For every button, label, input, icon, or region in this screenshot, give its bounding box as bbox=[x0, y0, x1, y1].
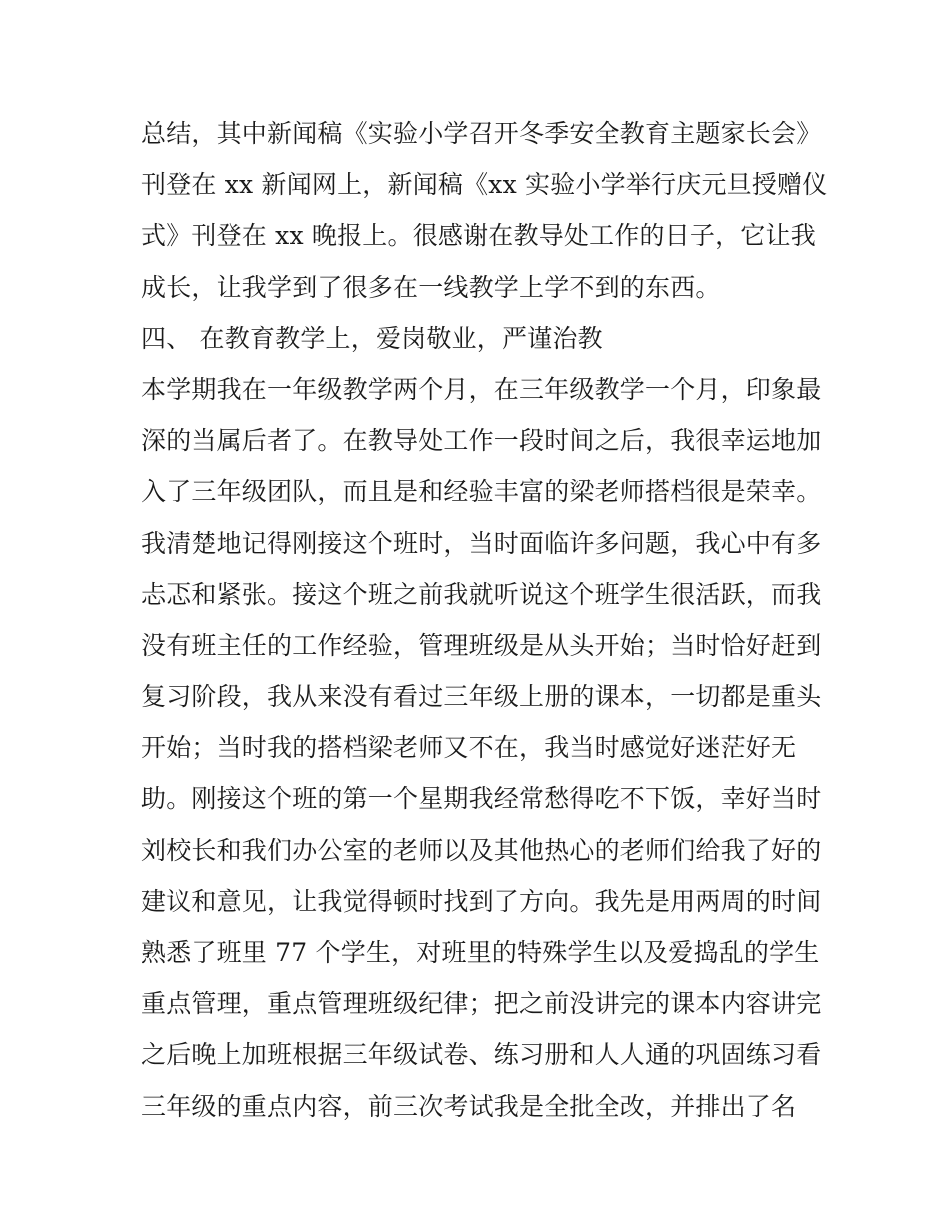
text-line: 之后晚上加班根据三年级试卷、练习册和人人通的巩固练习看 bbox=[141, 1040, 822, 1070]
text-line: 助。刚接这个班的第一个星期我经常愁得吃不下饭，幸好当时 bbox=[141, 784, 822, 814]
text-line: 式》刊登在 xx 晚报上。很感谢在教导处工作的日子，它让我 bbox=[141, 221, 816, 251]
text-line: 三年级的重点内容，前三次考试我是全批全改，并排出了名 bbox=[141, 1091, 797, 1121]
text-line: 本学期我在一年级教学两个月，在三年级教学一个月，印象最 bbox=[141, 374, 822, 404]
text-line: 没有班主任的工作经验，管理班级是从头开始；当时恰好赶到 bbox=[141, 630, 822, 660]
text-line: 开始；当时我的搭档梁老师又不在，我当时感觉好迷茫好无 bbox=[141, 733, 797, 763]
text-line: 刊登在 xx 新闻网上，新闻稿《xx 实验小学举行庆元旦授赠仪 bbox=[141, 170, 828, 200]
text-line: 深的当属后者了。在教导处工作一段时间之后，我很幸运地加 bbox=[141, 426, 822, 456]
body-text bbox=[141, 108, 831, 1132]
text-line: 成长，让我学到了很多在一线教学上学不到的东西。 bbox=[141, 272, 721, 302]
text-line: 我清楚地记得刚接这个班时，当时面临许多问题，我心中有多 bbox=[141, 528, 822, 558]
text-line: 建议和意见，让我觉得顿时找到了方向。我先是用两周的时间 bbox=[141, 886, 822, 916]
text-line: 忐忑和紧张。接这个班之前我就听说这个班学生很活跃，而我 bbox=[141, 579, 822, 609]
text-line: 熟悉了班里 77 个学生，对班里的特殊学生以及爱捣乱的学生 bbox=[141, 938, 820, 967]
section-heading: 四、 在教育教学上，爱岗敬业，严谨治教 bbox=[141, 323, 603, 353]
text-line: 重点管理，重点管理班级纪律；把之前没讲完的课本内容讲完 bbox=[141, 989, 822, 1019]
text-line: 刘校长和我们办公室的老师以及其他热心的老师们给我了好的 bbox=[141, 835, 822, 865]
text-line: 总结，其中新闻稿《实验小学召开冬季安全教育主题家长会》 bbox=[141, 119, 822, 148]
text-line: 复习阶段，我从来没有看过三年级上册的课本，一切都是重头 bbox=[141, 682, 822, 712]
text-line: 入了三年级团队，而且是和经验丰富的梁老师搭档很是荣幸。 bbox=[141, 477, 822, 507]
